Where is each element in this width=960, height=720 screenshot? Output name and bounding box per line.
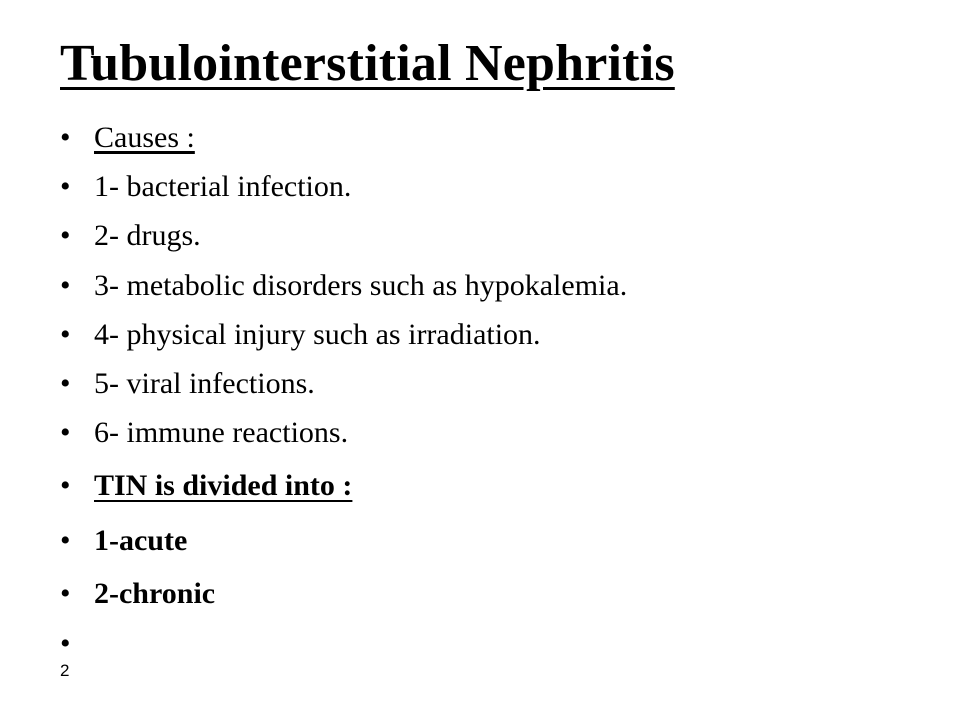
bullet-icon: • [60, 219, 71, 252]
bullet-item-empty [60, 624, 94, 664]
bullet-icon: • [60, 416, 71, 449]
bullet-text: 2- drugs. [94, 219, 201, 252]
slide-title: Tubulointerstitial Nephritis [60, 35, 675, 92]
bullet-icon: • [60, 627, 71, 660]
bullet-item [60, 315, 541, 355]
bullet-text: 4- physical injury such as irradiation. [94, 318, 541, 351]
bullet-text: 1-acute [94, 524, 188, 557]
bullet-text: 6- immune reactions. [94, 416, 349, 449]
bullet-icon: • [60, 170, 71, 203]
bullet-icon: • [60, 318, 71, 351]
bullet-icon: • [60, 577, 71, 610]
bullet-item [60, 413, 348, 453]
bullet-icon: • [60, 269, 71, 302]
bullet-text: 2-chronic [94, 577, 216, 610]
bullet-item [60, 216, 201, 256]
bullet-text: TIN is divided into : [94, 469, 353, 502]
bullet-item [60, 167, 351, 207]
bullet-text: Causes : [94, 121, 195, 154]
page-number: 2 [60, 661, 70, 680]
bullet-text: 1- bacterial infection. [94, 170, 352, 203]
bullet-text: 3- metabolic disorders such as hypokalemia. [94, 269, 628, 302]
bullet-item [60, 521, 187, 561]
bullet-item-tin-heading [60, 466, 352, 506]
bullet-item [60, 266, 627, 306]
bullet-item [60, 364, 315, 404]
bullet-item [60, 574, 215, 614]
bullet-icon: • [60, 121, 71, 154]
bullet-icon: • [60, 469, 71, 502]
bullet-icon: • [60, 524, 71, 557]
bullet-icon: • [60, 367, 71, 400]
bullet-text: 5- viral infections. [94, 367, 315, 400]
bullet-item-causes [60, 118, 195, 158]
